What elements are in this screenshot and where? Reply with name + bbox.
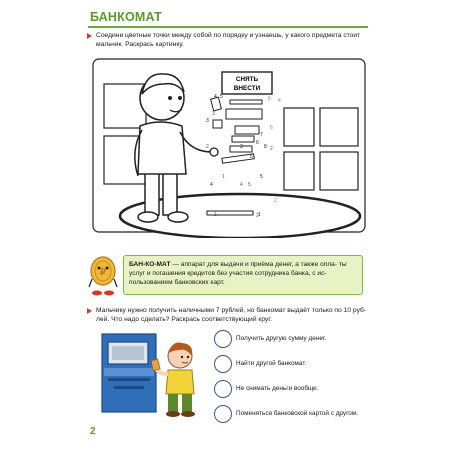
wall-panel-far-right-top [320, 108, 358, 146]
connect-dots-scene[interactable] [90, 56, 368, 238]
definition-text [129, 260, 361, 287]
atm-part [226, 109, 262, 119]
page-number: 2 [90, 426, 96, 437]
answer-circle[interactable] [214, 380, 232, 398]
definition-box [123, 255, 363, 295]
task-2-line-2: лей. Что надо сделать? Раскрась соответствующий круг. [96, 316, 272, 324]
atm-part [232, 136, 254, 142]
answer-option[interactable] [214, 380, 374, 405]
task-1-line-2: мальчик. Раскрась картинку. [96, 41, 184, 49]
task-marker-icon [87, 308, 92, 314]
answer-label: Не снимать деньги вообще. [236, 385, 319, 392]
dot-label: 7 [260, 132, 263, 138]
answer-label: Поменяться банковской картой с другом. [236, 410, 359, 417]
dot-label: 4 [240, 182, 243, 188]
coin-mascot-icon [86, 253, 120, 297]
svg-text:₽: ₽ [100, 267, 106, 277]
dot-label: 5 [248, 182, 251, 188]
answer-circle[interactable] [214, 355, 232, 373]
task-2-text [96, 306, 376, 324]
dot-label: 3 [240, 144, 243, 150]
wall-panel-far-right-bottom [320, 152, 358, 190]
task-marker-icon [87, 33, 92, 39]
dot-label: 4 [210, 182, 213, 188]
answer-circle[interactable] [214, 405, 232, 423]
dot-label: 4 [278, 98, 281, 104]
dot-label: 2 [206, 144, 209, 150]
wall-panel-right-top [284, 108, 314, 146]
dot-label: 5 [268, 96, 271, 102]
answer-circle[interactable] [214, 330, 232, 348]
boy-with-money-illustration [152, 340, 202, 418]
dot-label: 6 [256, 140, 259, 146]
sign-top-text: СНЯТЬ [235, 76, 259, 83]
task-2-line-1: Мальчику нужно получить наличными 7 рублей, но банкомат выдаёт только по 10 руб- [96, 307, 367, 314]
answer-option[interactable] [214, 355, 374, 380]
atm-illustration [98, 332, 160, 414]
task-1-line-1: Соедини цветные точки между собой по порядку и узнаешь, у какого предмета стоит [96, 32, 361, 39]
answer-label: Получить другую сумму денег. [236, 335, 327, 342]
definition-term: БАН-КО-МАТ [129, 261, 171, 268]
page-title: БАНКОМАТ [90, 10, 162, 24]
dot-label: 2 [274, 198, 277, 204]
definition-line-2: ты услуг и погашения кредитов без участия сотрудника банка, с ис- [129, 261, 347, 277]
dot-label: 1 [258, 212, 261, 218]
sign-bottom-text: ВНЕСТИ [233, 85, 261, 92]
dot-label: 1 [222, 174, 225, 180]
dot-label: 1 [214, 212, 217, 218]
dot-label: 5 [250, 154, 253, 160]
definition-line-1: — аппарат для выдачи и приёма денег, а также опла- [172, 261, 338, 268]
dot-label: 2 [270, 146, 273, 152]
dot-label: 3 [212, 111, 215, 117]
answer-label: Найти другой банкомат. [236, 360, 307, 367]
dot-label: 4 [214, 94, 217, 100]
dot-label: 3 [206, 118, 209, 124]
dot-label: 5 [260, 174, 263, 180]
wall-panel-left-top [104, 84, 146, 128]
dot-label: 2 [256, 213, 259, 219]
dot-label: 5 [220, 94, 223, 100]
answer-options [214, 330, 374, 430]
title-divider [88, 26, 368, 28]
wall-panel-right-bottom [284, 152, 314, 190]
dot-label: 6 [270, 125, 273, 131]
answer-option[interactable] [214, 405, 374, 430]
answer-option[interactable] [214, 330, 374, 355]
definition-line-3: пользованием банковских карт. [129, 279, 225, 286]
atm-part [213, 120, 222, 128]
dot-label: 8 [264, 144, 267, 150]
atm-part [230, 100, 262, 104]
atm-part [235, 126, 259, 134]
task-1-text [96, 31, 368, 49]
